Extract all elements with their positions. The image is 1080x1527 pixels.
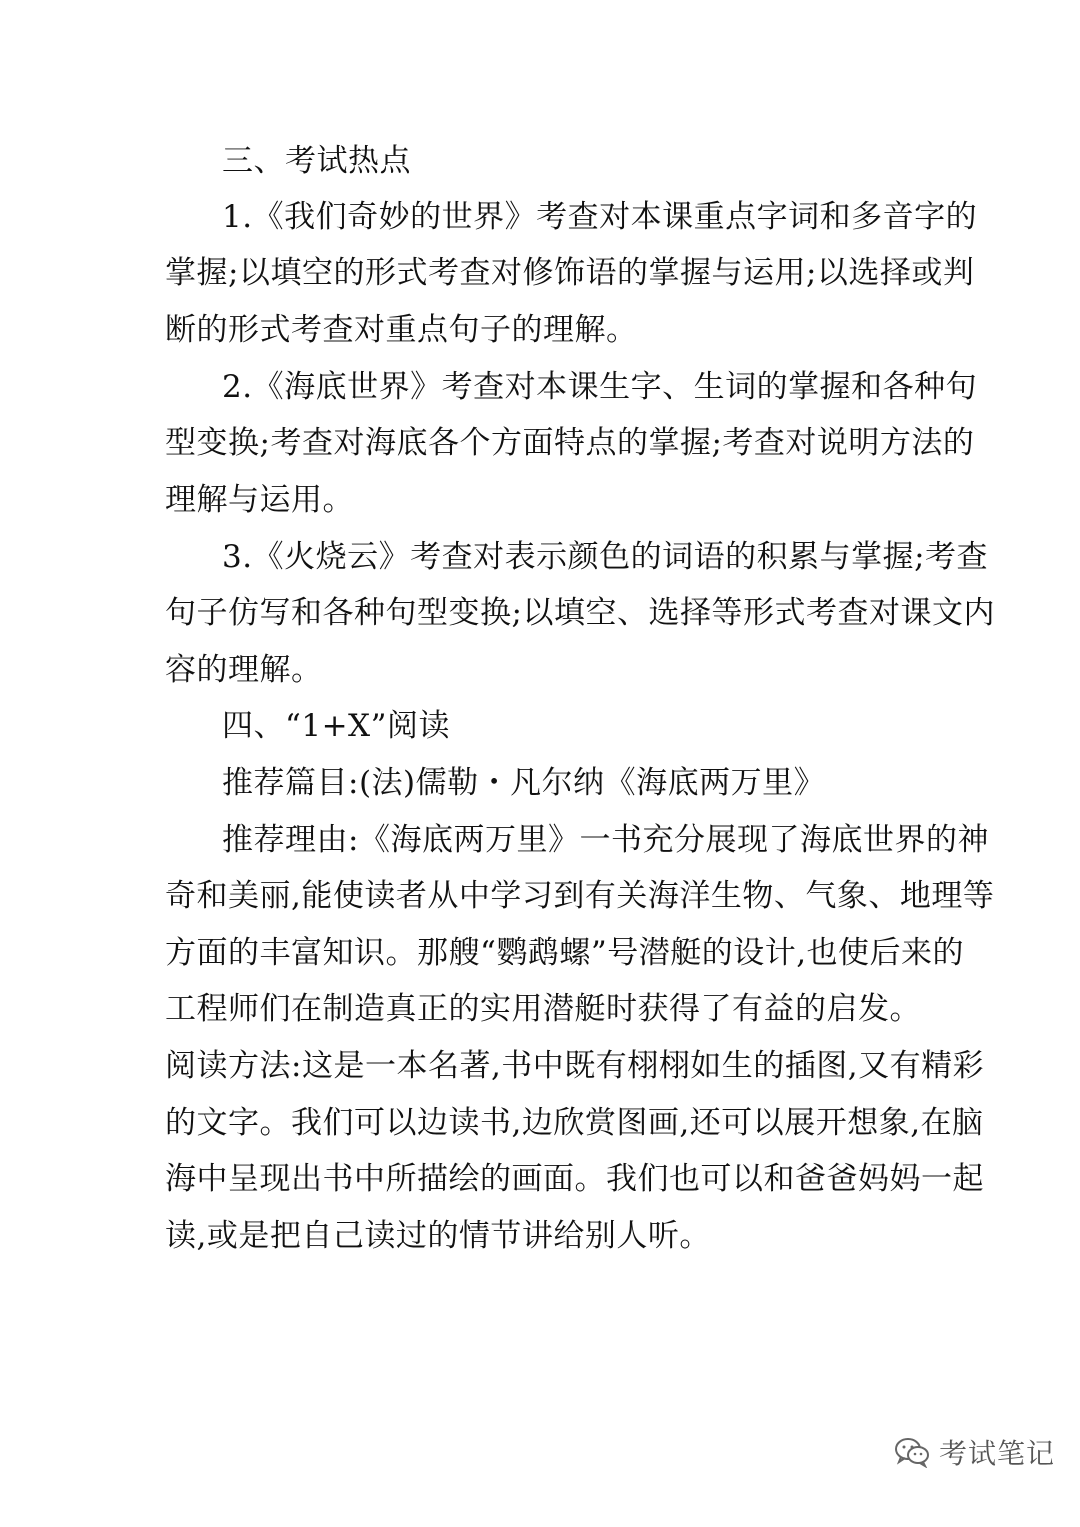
paragraph-line: 读,或是把自己读过的情节讲给别人听。 [165,1218,711,1254]
paragraph-line: 工程师们在制造真正的实用潜艇时获得了有益的启发。 [165,991,921,1027]
paragraph-line: 推荐篇目:(法)儒勒・凡尔纳《海底两万里》 [222,765,826,801]
watermark [893,1432,1055,1472]
paragraph-line: 阅读方法:这是一本名著,书中既有栩栩如生的插图,又有精彩 [165,1048,985,1084]
paragraph-line: 断的形式考查对重点句子的理解。 [165,312,638,348]
section-heading-exam-hotspots: 三、考试热点 [222,143,411,179]
paragraph-line: 海中呈现出书中所描绘的画面。我们也可以和爸爸妈妈一起 [165,1161,984,1197]
watermark-text: 考试笔记 [939,1437,1056,1470]
paragraph-line: 句子仿写和各种句型变换;以填空、选择等形式考查对课文内 [165,595,995,631]
paragraph-line: 的文字。我们可以边读书,边欣赏图画,还可以展开想象,在脑 [165,1105,984,1141]
paragraph-line: 型变换;考查对海底各个方面特点的掌握;考查对说明方法的 [165,425,975,461]
paragraph-line: 奇和美丽,能使读者从中学习到有关海洋生物、气象、地理等 [165,878,995,914]
paragraph-line: 推荐理由:《海底两万里》一书充分展现了海底世界的神 [222,822,989,858]
section-heading-reading: 四、“1+X”阅读 [222,708,450,744]
paragraph-line: 3.《火烧云》考查对表示颜色的词语的积累与掌握;考查 [222,539,989,575]
paragraph-line: 方面的丰富知识。那艘“鹦鹉螺”号潜艇的设计,也使后来的 [165,935,965,971]
paragraph-line: 1.《我们奇妙的世界》考查对本课重点字词和多音字的 [222,199,978,235]
paragraph-line: 理解与运用。 [165,482,354,518]
paragraph-line: 2.《海底世界》考查对本课生字、生词的掌握和各种句 [222,369,978,405]
wechat-icon [893,1436,931,1468]
paragraph-line: 掌握;以填空的形式考查对修饰语的掌握与运用;以选择或判 [165,255,975,291]
paragraph-line: 容的理解。 [165,652,323,688]
